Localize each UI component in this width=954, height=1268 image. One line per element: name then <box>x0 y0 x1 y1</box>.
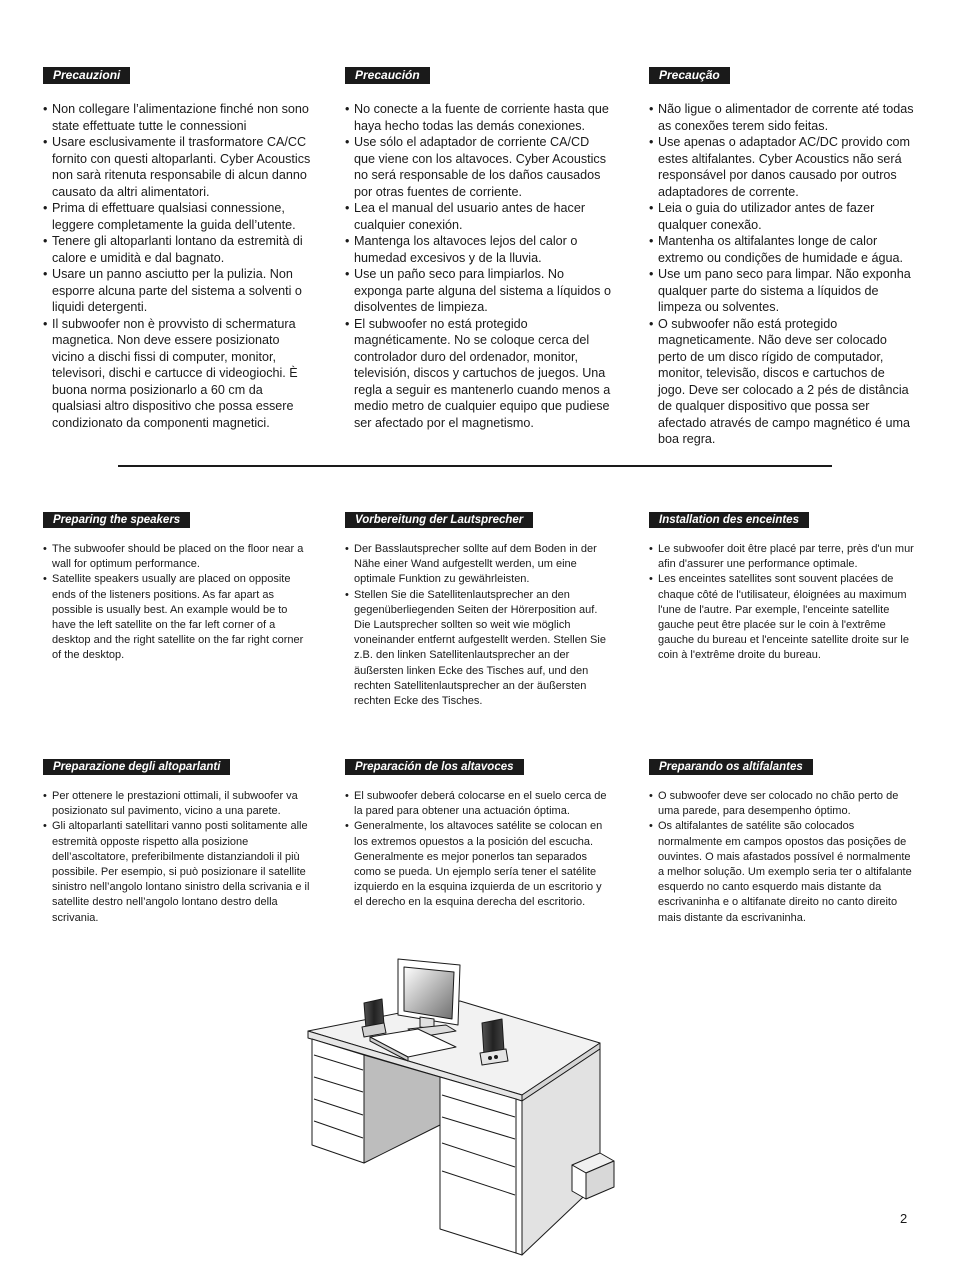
list-item: • Use um pano seco para limpar. Não exponha qualquer parte do sistema a líquidos de limpeza ou solventes. <box>649 266 915 316</box>
section-vorbereitung <box>345 510 613 709</box>
list-item: • O subwoofer não está protegido magneticamente. Não deve ser colocado perto de um disco rígido de computador, monitor, televisão, discos e cartuchos de jogo. Deve ser colocado a 2 pés de distância de qualquer dispositivo que possa ser afectado através de campo magnético é uma boa regra. <box>649 316 915 448</box>
list-item: • Usare un panno asciutto per la pulizia. Non esporre alcuna parte del sistema a solventi o liquidi detergenti. <box>43 266 313 316</box>
list-item: • Não ligue o alimentador de corrente até todas as conexões terem sido feitas. <box>649 101 915 134</box>
list-item: • Generalmente, los altavoces satélite se colocan en los extremos opuestos a la posición del escucha. Generalmente es mejor ponerlos tan separados como se pueda. Un ejemplo sería tener el satélite izquierdo en la esquina izquierda de un escritorio y el derecho en la esquina derecha del escritorio. <box>345 819 613 910</box>
bullet-list <box>649 542 915 664</box>
list-item: • El subwoofer no está protegido magnéticamente. No se coloque cerca del controlador duro del ordenador, monitor, televisión, discos y cartuchos de juegos. Una regla a seguir es mantenerlo cuando menos a medio metro de cualquier equipo que pudiese ser afectado por el magnetismo. <box>345 316 613 432</box>
list-item: • Os altifalantes de satélite são colocados normalmente em campos opostos das posições de ouvintes. O mais afastados possível é normalmente a melhor solução. Um exemplo seria ter o altifalante esquerdo no canto esquerdo mais distante da escrivaninha e o altifanate direito no canto direito mais distante da escrivaninha. <box>649 819 915 925</box>
list-item: • Stellen Sie die Satellitenlautsprecher an den gegenüberliegenden Seiten der Hörerposition auf. Die Lautsprecher sollten so weit wie möglich voneinander entfernt aufgestellt werden. Stellen Sie z.B. den linken Satellitenlautsprecher an der äußersten linken Ecke des Tisches auf, und den rechten Satellitenlautsprecher an der äußersten rechten Ecke des Tisches. <box>345 588 613 710</box>
bullet-list <box>345 542 613 709</box>
list-item: • Les enceintes satellites sont souvent placées de chaque côté de l'utilisateur, éloignées au maximum l'une de l'autre. Par exemple, l'enceinte satellite gauche peut être placée sur le coin à l'extrême gauche du bureau et l'enceinte satellite droite sur le coin à l'extrême droite du bureau. <box>649 572 915 663</box>
list-item: • Usare esclusivamente il trasformatore CA/CC fornito con questi altoparlanti. Cyber Acoustics non sarà ritenuta responsabile di alcun danno causato da altri alimentatori. <box>43 134 313 200</box>
section-title: Precaución <box>345 67 430 84</box>
list-item: • Prima di effettuare qualsiasi connessione, leggere completamente la guida dell’utente. <box>43 200 313 233</box>
bullet-list <box>649 789 915 926</box>
list-item: • Il subwoofer non è provvisto di schermatura magnetica. Non deve essere posizionato vicino a dischi fissi di computer, monitor, televisori, dischi e cartucce di videogiochi. È buona norma posizionarlo a 60 cm da qualsiasi altro dispositivo che possa essere condizionato da componenti magnetici. <box>43 316 313 432</box>
section-precaucion <box>345 66 613 431</box>
list-item: • Use un paño seco para limpiarlos. No exponga parte alguna del sistema a líquidos o disolventes de limpieza. <box>345 266 613 316</box>
list-item: • Leia o guia do utilizador antes de fazer qualquer conexão. <box>649 200 915 233</box>
list-item: • Gli altoparlanti satellitari vanno posti solitamente alle estremità opposte rispetto alla posizione dell’ascoltatore, preferibilmente distanziandoli il più possibile. Per esempio, si può posizionare il satellite sinistro nell’angolo lontano sinistro della scrivania e il satellite destro nell’angolo lontano destro della scrivania. <box>43 819 313 925</box>
list-item: • Per ottenere le prestazioni ottimali, il subwoofer va posizionato sul pavimento, vicino a una parete. <box>43 789 313 819</box>
list-item: • Satellite speakers usually are placed on opposite ends of the listeners positions. As far apart as possible is usually best. An example would be to have the left satellite on the far left corner of a desktop and the right satellite on the far right corner of the desktop. <box>43 572 313 663</box>
list-item: • Tenere gli altoparlanti lontano da estremità di calore e umidità e dal bagnato. <box>43 233 313 266</box>
section-title: Precaução <box>649 67 730 84</box>
list-item: • Mantenga los altavoces lejos del calor o humedad excesivos y de la lluvia. <box>345 233 613 266</box>
list-item: • No conecte a la fuente de corriente hasta que haya hecho todas las demás conexiones. <box>345 101 613 134</box>
section-title: Preparando os altifalantes <box>649 759 813 775</box>
section-installation <box>649 510 915 664</box>
list-item: • O subwoofer deve ser colocado no chão perto de uma parede, para desempenho óptimo. <box>649 789 915 819</box>
section-title: Precauzioni <box>43 67 130 84</box>
desk-speaker-illustration <box>300 955 620 1267</box>
bullet-list <box>43 789 313 926</box>
list-item: • Use sólo el adaptador de corriente CA/CD que viene con los altavoces. Cyber Acoustics no será responsable de los daños causados por otras fuentes de corriente. <box>345 134 613 200</box>
list-item: • Le subwoofer doit être placé par terre, près d'un mur afin d'assurer une performance optimale. <box>649 542 915 572</box>
section-title: Installation des enceintes <box>649 512 809 528</box>
list-item: • Non collegare l’alimentazione finché non sono state effettuate tutte le connessioni <box>43 101 313 134</box>
divider <box>118 465 832 467</box>
page-number: 2 <box>900 1211 908 1226</box>
section-title: Preparazione degli altoparlanti <box>43 759 230 775</box>
bullet-list <box>43 542 313 664</box>
section-title: Vorbereitung der Lautsprecher <box>345 512 533 528</box>
section-precauzioni <box>43 66 313 431</box>
section-preparando <box>649 757 915 926</box>
bullet-list <box>345 101 613 431</box>
list-item: • Mantenha os altifalantes longe de calor extremo ou condições de humidade e água. <box>649 233 915 266</box>
section-title: Preparación de los altavoces <box>345 759 524 775</box>
list-item: • Der Basslautsprecher sollte auf dem Boden in der Nähe einer Wand aufgestellt werden, um eine optimale Funktion zu gewährleisten. <box>345 542 613 588</box>
list-item: • Use apenas o adaptador AC/DC provido com estes altifalantes. Cyber Acoustics não será responsável por danos causado por outros adaptadores de corrente. <box>649 134 915 200</box>
list-item: • Lea el manual del usuario antes de hacer cualquier conexión. <box>345 200 613 233</box>
section-precaucao <box>649 66 915 448</box>
bullet-list <box>43 101 313 431</box>
section-preparing-speakers <box>43 510 313 664</box>
bullet-list <box>345 789 613 911</box>
list-item: • El subwoofer deberá colocarse en el suelo cerca de la pared para obtener una actuación óptima. <box>345 789 613 819</box>
section-preparazione <box>43 757 313 926</box>
section-preparacion <box>345 757 613 911</box>
list-item: • The subwoofer should be placed on the floor near a wall for optimum performance. <box>43 542 313 572</box>
bullet-list <box>649 101 915 448</box>
section-title: Preparing the speakers <box>43 512 190 528</box>
